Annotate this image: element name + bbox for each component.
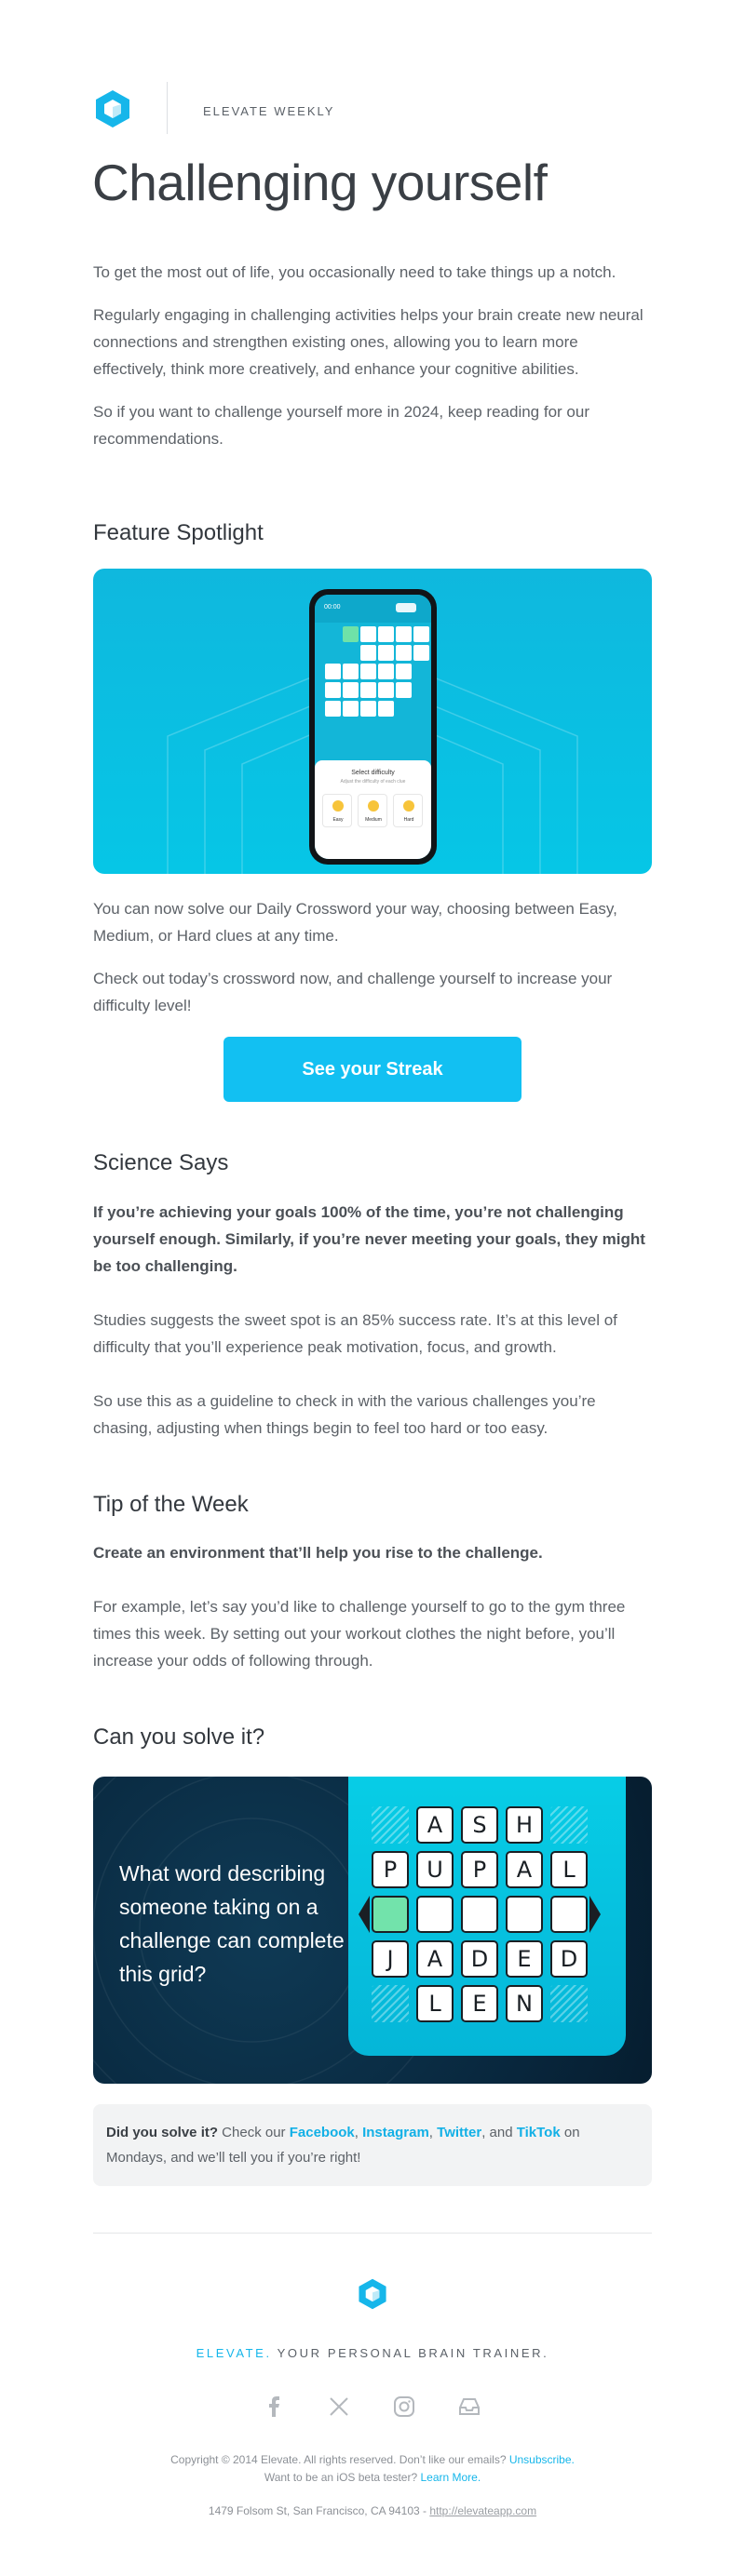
inbox-icon[interactable] (456, 2394, 482, 2420)
beta-line (0, 2471, 745, 2484)
grid-cell (413, 645, 429, 661)
letter-tile: H (506, 1806, 543, 1844)
copyright-text: Copyright © 2014 Elevate. All rights reserved. Don’t like our emails? (170, 2453, 509, 2466)
grid-cell (360, 626, 376, 642)
emoji-icon (368, 800, 379, 812)
science-paragraph: So use this as a guideline to check in with the various challenges you’re chasing, adjusting when things begin to feel too hard or too easy. (93, 1392, 596, 1437)
science-text (93, 1199, 652, 1442)
grid-cell (378, 664, 394, 679)
instagram-link[interactable]: Instagram (362, 2125, 429, 2140)
solved-lead: Did you solve it? (106, 2125, 219, 2140)
elevate-hex-logo-icon[interactable] (93, 89, 132, 128)
row-arrow-right-icon (589, 1896, 601, 1933)
header-divider (167, 82, 168, 134)
science-paragraph: Studies suggests the sweet spot is an 85% success rate. It’s at this level of difficulty that you’ll experience peak motivation, focus, and growth. (93, 1311, 617, 1356)
intro-paragraph: So if you want to challenge yourself more in 2024, keep reading for our recommendations. (93, 403, 589, 448)
see-streak-button[interactable]: See your Streak (224, 1037, 522, 1102)
phone-screen (315, 595, 431, 859)
grid-cell (396, 682, 412, 698)
letter-tile: S (461, 1806, 498, 1844)
letter-tile: D (550, 1940, 588, 1978)
blank-tile (550, 1896, 588, 1933)
intro-paragraph: Regularly engaging in challenging activities helps your brain create new neural connections and strengthen existing ones, allowing you to learn more effectively, think more creatively, and enhance your cognitive abilities. (93, 306, 643, 378)
grid-cell (396, 626, 412, 642)
emoji-icon (332, 800, 344, 812)
feature-text (93, 895, 652, 1019)
blank-tile (372, 1896, 409, 1933)
difficulty-label: Medium (365, 817, 382, 823)
letter-tile: L (550, 1851, 588, 1888)
difficulty-label: Easy (332, 817, 344, 823)
letter-tile: E (506, 1940, 543, 1978)
grid-cell (343, 664, 359, 679)
phone-mockup (309, 589, 437, 865)
grid-cell (378, 701, 394, 717)
grid-cell (360, 645, 376, 661)
grid-cell (325, 701, 341, 717)
letter-tile: D (461, 1940, 498, 1978)
solved-text: on Mondays, and we’ll tell you if you’re right! (106, 2125, 580, 2166)
settings-pill (396, 603, 416, 612)
intro (93, 259, 652, 452)
emoji-icon (403, 800, 414, 812)
puzzle-heading: Can you solve it? (93, 1724, 265, 1750)
solved-text: , and (481, 2125, 517, 2140)
footer-brand: ELEVATE. (196, 2346, 272, 2360)
address-text: 1479 Folsom St, San Francisco, CA 94103 - (208, 2504, 430, 2517)
grid-cell (343, 701, 359, 717)
difficulty-sheet (315, 760, 431, 859)
grid-cell (343, 626, 359, 642)
letter-tile: U (416, 1851, 454, 1888)
copyright-line (0, 2453, 745, 2466)
grid-cell (360, 682, 376, 698)
letter-tile: P (461, 1851, 498, 1888)
address-line (0, 2504, 745, 2517)
letter-tile: L (416, 1985, 454, 2022)
tip-text (93, 1539, 652, 1674)
solved-text: , (428, 2125, 438, 2140)
row-arrow-left-icon (359, 1896, 370, 1933)
blank-tile (461, 1896, 498, 1933)
difficulty-label: Hard (403, 817, 414, 823)
blank-tile (416, 1896, 454, 1933)
beta-text: Want to be an iOS beta tester? (264, 2471, 421, 2484)
grid-cell (360, 701, 376, 717)
facebook-icon[interactable] (261, 2394, 287, 2420)
social-links (251, 2394, 494, 2420)
tip-heading: Tip of the Week (93, 1492, 249, 1517)
learn-more-link[interactable]: Learn More. (420, 2471, 481, 2484)
page-title: Challenging yourself (92, 154, 548, 211)
unsubscribe-link[interactable]: Unsubscribe. (508, 2453, 575, 2466)
sheet-subtitle: Adjust the difficulty of each clue (340, 779, 406, 785)
tip-paragraph: For example, let’s say you’d like to challenge yourself to go to the gym three times this week. By setting out your workout clothes the night before, you’ll increase your odds of following through. (93, 1598, 626, 1670)
grid-cell (378, 645, 394, 661)
feature-image (93, 569, 652, 874)
letter-tile: A (506, 1851, 543, 1888)
solved-callout (93, 2104, 652, 2186)
twitter-link[interactable]: Twitter (437, 2125, 482, 2140)
hatched-cell (372, 1985, 409, 2022)
difficulty-medium (358, 794, 387, 827)
grid-cell (378, 626, 394, 642)
science-heading: Science Says (93, 1150, 229, 1175)
letter-tile: J (372, 1940, 409, 1978)
difficulty-hard (393, 794, 423, 827)
tip-lead: Create an environment that’ll help you rise to the challenge. (93, 1544, 543, 1562)
grid-cell (343, 682, 359, 698)
tagline-text: YOUR PERSONAL BRAIN TRAINER. (271, 2346, 549, 2360)
phone-top-bar (315, 595, 431, 623)
feature-paragraph: Check out today’s crossword now, and challenge yourself to increase your difficulty level! (93, 970, 613, 1014)
website-link[interactable]: http://elevateapp.com (429, 2504, 537, 2517)
instagram-icon[interactable] (391, 2394, 417, 2420)
elevate-hex-logo-icon[interactable] (357, 2278, 388, 2310)
crossword-timer: 00:00 (324, 604, 341, 610)
hatched-cell (550, 1985, 588, 2022)
solved-text: Check our (218, 2125, 290, 2140)
grid-cell (396, 645, 412, 661)
footer-tagline (0, 2346, 745, 2360)
facebook-link[interactable]: Facebook (289, 2125, 355, 2140)
word-grid-panel (348, 1777, 626, 2056)
letter-tile: E (461, 1985, 498, 2022)
science-lead: If you’re achieving your goals 100% of the time, you’re not challenging yourself enough. Similarly, if you’re never meeting your goals, they might be too challenging. (93, 1203, 645, 1275)
newsletter-name: ELEVATE WEEKLY (203, 104, 335, 118)
letter-tile: A (416, 1806, 454, 1844)
feature-heading: Feature Spotlight (93, 520, 264, 545)
hatched-cell (372, 1806, 409, 1844)
puzzle-question: What word describing someone taking on a challenge can complete this grid? (119, 1861, 345, 1986)
letter-tile: A (416, 1940, 454, 1978)
footer-divider (93, 2233, 652, 2234)
x-icon[interactable] (326, 2394, 352, 2420)
puzzle-card (93, 1777, 652, 2084)
intro-paragraph: To get the most out of life, you occasionally need to take things up a notch. (93, 263, 616, 281)
grid-cell (378, 682, 394, 698)
grid-cell (396, 664, 412, 679)
letter-tile: P (372, 1851, 409, 1888)
solved-text: , (354, 2125, 363, 2140)
feature-paragraph: You can now solve our Daily Crossword your way, choosing between Easy, Medium, or Hard clues at any time. (93, 900, 617, 945)
grid-cell (325, 664, 341, 679)
blank-tile (506, 1896, 543, 1933)
difficulty-easy (322, 794, 352, 827)
tiktok-link[interactable]: TikTok (516, 2125, 561, 2140)
sheet-title: Select difficulty (351, 770, 395, 776)
grid-cell (413, 626, 429, 642)
grid-cell (325, 682, 341, 698)
letter-tile: N (506, 1985, 543, 2022)
grid-cell (360, 664, 376, 679)
hatched-cell (550, 1806, 588, 1844)
